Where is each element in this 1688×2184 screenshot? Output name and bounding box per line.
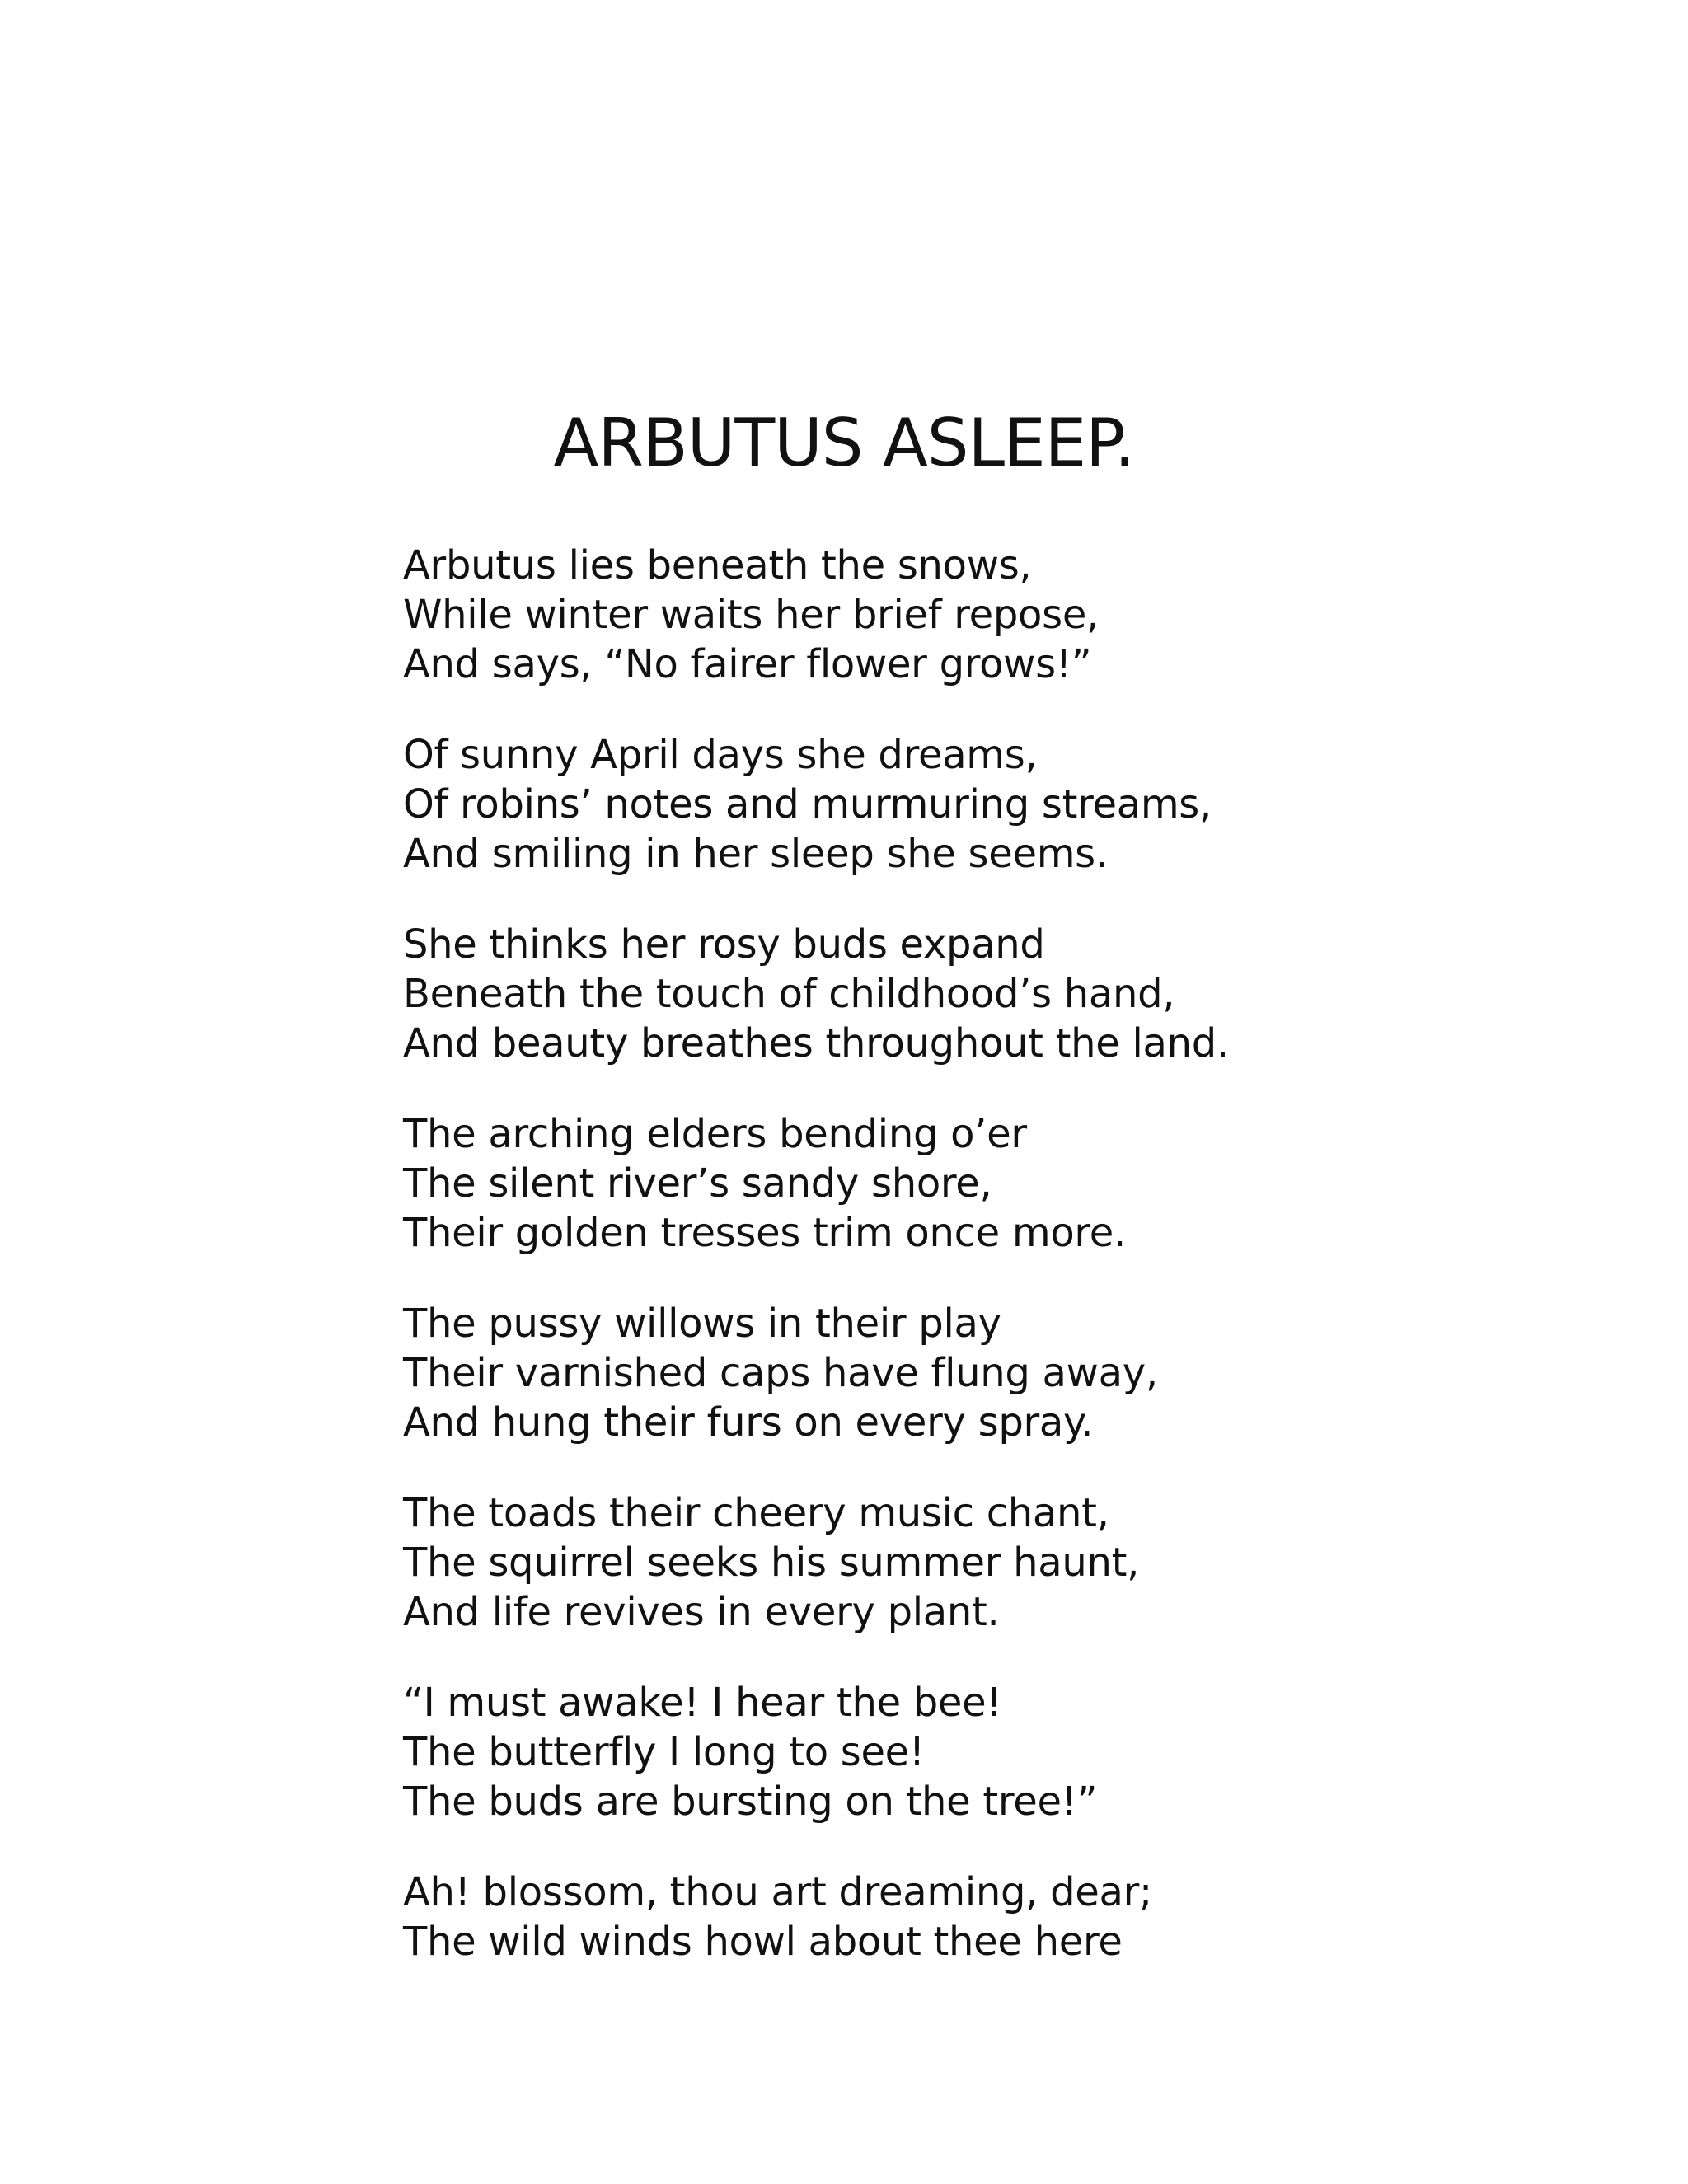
poem-line: “I must awake! I hear the bee!: [403, 1680, 1002, 1726]
poem-line: The pussy willows in their play: [403, 1301, 1001, 1347]
stanza-7: [403, 1678, 1639, 1868]
poem-body: [403, 541, 1639, 2057]
stanza-5: [403, 1299, 1639, 1488]
poem-line: And smiling in her sleep she seems.: [403, 831, 1108, 877]
stanza-3: [403, 920, 1639, 1109]
poem-line: Beneath the touch of childhood’s hand,: [403, 971, 1175, 1017]
poem-line: Of robins’ notes and murmuring streams,: [403, 781, 1212, 827]
poem-line: The wild winds howl about thee here: [403, 1919, 1123, 1965]
poem-line: Of sunny April days she dreams,: [403, 732, 1038, 778]
poem-line: Ah! blossom, thou art dreaming, dear;: [403, 1869, 1152, 1915]
poem-line: The toads their cheery music chant,: [403, 1490, 1109, 1536]
stanza-2: [403, 730, 1639, 920]
poem-line: And beauty breathes throughout the land.: [403, 1020, 1229, 1066]
stanza-6: [403, 1488, 1639, 1678]
poem-line: The butterfly I long to see!: [403, 1729, 925, 1775]
poem-line: And hung their furs on every spray.: [403, 1399, 1094, 1446]
poem-line: The silent river’s sandy shore,: [403, 1160, 992, 1207]
stanza-8: [403, 1868, 1639, 2057]
poem-line: And says, “No fairer flower grows!”: [403, 641, 1092, 687]
poem-line: Their golden tresses trim once more.: [403, 1210, 1126, 1256]
stanza-4: [403, 1109, 1639, 1299]
poem-line: The buds are bursting on the tree!”: [403, 1779, 1098, 1825]
poem-line: While winter waits her brief repose,: [403, 592, 1100, 638]
poem-line: The arching elders bending o’er: [403, 1111, 1027, 1157]
poem-line: The squirrel seeks his summer haunt,: [403, 1540, 1140, 1586]
poem-line: She thinks her rosy buds expand: [403, 921, 1045, 968]
poem-line: Their varnished caps have flung away,: [403, 1350, 1158, 1396]
poem-line: And life revives in every plant.: [403, 1589, 1000, 1635]
poem-title: ARBUTUS ASLEEP.: [553, 405, 1135, 481]
poem-line: Arbutus lies beneath the snows,: [403, 542, 1032, 588]
stanza-1: [403, 541, 1639, 730]
